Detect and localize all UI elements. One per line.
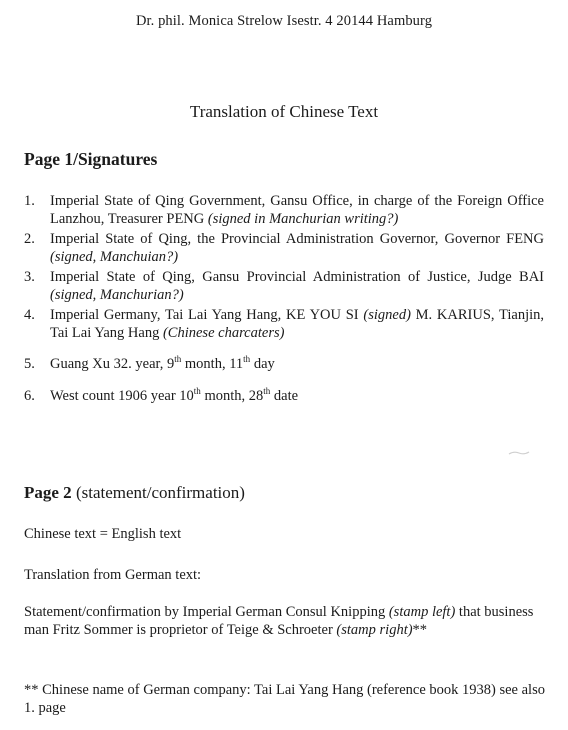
list-item	[24, 307, 544, 342]
item-number: 5.	[24, 356, 35, 372]
date-part: date	[270, 387, 299, 404]
item-number: 2.	[24, 231, 35, 247]
item-note: (Chinese charcaters)	[162, 324, 285, 341]
signature-list	[24, 193, 544, 408]
item-main-text: Imperial State of Qing, the Provincial Administration Governor, Governor FENG	[50, 231, 544, 247]
footnote-marker: **	[412, 622, 428, 638]
date-part: day	[250, 356, 275, 372]
page2-heading-rest: (statement/confirmation)	[71, 483, 245, 502]
item-text	[50, 231, 544, 266]
item-number: 6.	[24, 387, 35, 404]
page2-heading-bold: Page 2	[24, 483, 72, 502]
item-main-text: Imperial State of Qing Government, Gansu Office, in charge of the Foreign Office Lanzhou, Treasurer PENG	[50, 193, 544, 227]
scan-smudge	[508, 450, 530, 456]
item-note: (signed)	[363, 307, 411, 323]
ordinal-suffix: th	[243, 354, 251, 365]
document-title: Translation of Chinese Text	[189, 102, 379, 121]
statement-text: that business man Fritz Sommer is proprietor of Teige & Schroeter	[24, 604, 534, 638]
item-note: (signed, Manchurian?)	[50, 286, 184, 303]
item-text	[50, 193, 544, 228]
date-part: month, 11	[181, 356, 244, 372]
footnote: ** Chinese name of German company: Tai Lai Yang Hang (reference book 1938) see also 1. page	[24, 682, 545, 716]
date-part: West count 1906 year 10	[50, 387, 194, 404]
stamp-note: (stamp right)	[336, 622, 413, 638]
statement-paragraph	[24, 603, 546, 639]
stamp-note: (stamp left)	[388, 604, 456, 620]
item-main-text: Imperial Germany, Tai Lai Yang Hang, KE YOU SI	[50, 307, 364, 323]
date-part: Guang Xu 32. year, 9	[50, 356, 175, 372]
ordinal-suffix: th	[193, 385, 201, 396]
list-item	[24, 356, 544, 374]
list-item	[24, 231, 544, 266]
date-part: month, 28	[200, 387, 264, 404]
paragraph: Chinese text = English text	[24, 526, 182, 542]
page2-heading	[24, 483, 245, 503]
page1-heading: Page 1/Signatures	[24, 149, 158, 169]
item-text	[50, 385, 544, 406]
ordinal-suffix: th	[263, 385, 271, 396]
item-text	[50, 269, 544, 304]
item-note: (signed in Manchurian writing?)	[207, 210, 399, 227]
item-number: 1.	[24, 193, 35, 209]
statement-text: Statement/confirmation by Imperial German Consul Knipping	[24, 604, 389, 620]
item-text	[50, 356, 544, 374]
item-main-text: Imperial State of Qing, Gansu Provincial Administration of Justice, Judge BAI	[50, 269, 544, 285]
letterhead: Dr. phil. Monica Strelow Isestr. 4 20144 Hamburg	[135, 13, 433, 29]
item-number: 4.	[24, 307, 35, 323]
list-item	[24, 269, 544, 304]
item-tail-text: M. KARIUS, Tianjin, Tai Lai Yang Hang	[50, 307, 544, 341]
paragraph: Translation from German text:	[24, 567, 202, 583]
item-text	[50, 307, 544, 342]
list-item	[24, 193, 544, 228]
item-number: 3.	[24, 269, 35, 285]
item-note: (signed, Manchuian?)	[50, 248, 179, 265]
ordinal-suffix: th	[174, 354, 182, 365]
list-item	[24, 385, 544, 406]
